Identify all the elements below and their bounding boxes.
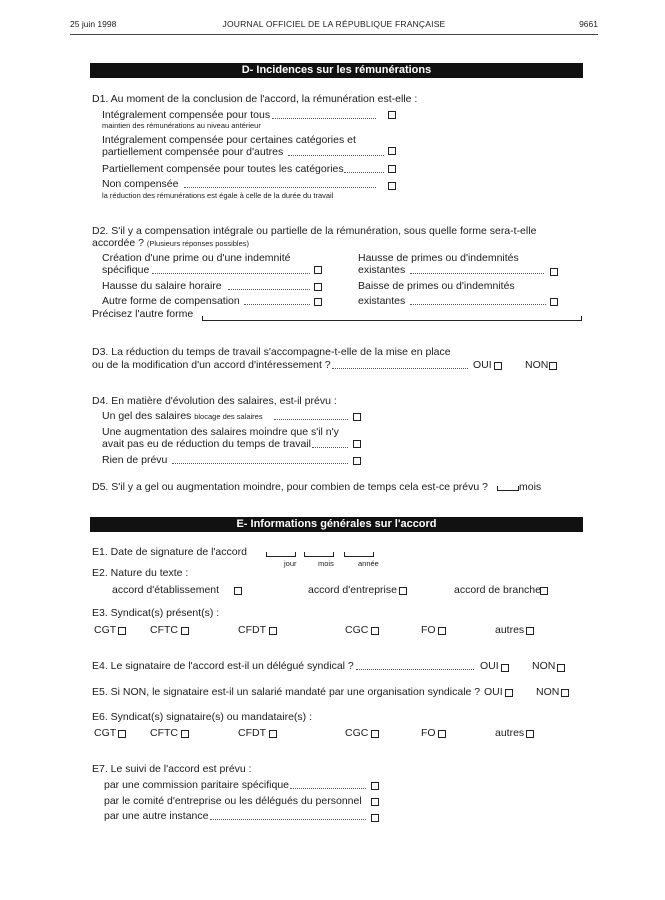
e6-cgc-checkbox[interactable]: [371, 730, 379, 738]
d2-checkbox-hausse-primes[interactable]: [550, 268, 558, 276]
page-number: 9661: [579, 19, 598, 29]
leader-dots: [312, 447, 348, 448]
e6-cfdt-label: CFDT: [238, 727, 266, 739]
e1-annee-label: année: [358, 559, 379, 568]
e6-cgt-label: CGT: [94, 727, 117, 739]
d3-oui-checkbox[interactable]: [494, 362, 502, 370]
leader-dots: [172, 463, 348, 464]
e6-cftc-label: CFTC: [150, 727, 178, 739]
d2-right-2b: existantes: [358, 295, 406, 307]
e3-label: E3. Syndicat(s) présent(s) :: [92, 607, 220, 619]
d2-left-3: Autre forme de compensation: [102, 295, 240, 307]
journal-title: JOURNAL OFFICIEL DE LA RÉPUBLIQUE FRANÇAISE: [222, 19, 446, 29]
d5-unit: mois: [519, 481, 542, 493]
d3-line1: D3. La réduction du temps de travail s'accompagne-t-elle de la mise en place: [92, 346, 451, 358]
leader-dots: [410, 273, 544, 274]
e2-opt2-checkbox[interactable]: [399, 587, 407, 595]
e6-cftc-checkbox[interactable]: [181, 730, 189, 738]
e4-label: E4. Le signataire de l'accord est-il un délégué syndical ?: [92, 660, 354, 672]
d1-option-4: Non compensée: [102, 178, 179, 190]
d1-option-1: Intégralement compensée pour tous: [102, 109, 271, 121]
e7-opt2-checkbox[interactable]: [371, 798, 379, 806]
e2-opt3-checkbox[interactable]: [540, 587, 548, 595]
e4-oui-label: OUI: [480, 660, 499, 672]
d2-left-1b: spécifique: [102, 264, 150, 276]
e3-cgt-checkbox[interactable]: [118, 627, 126, 635]
e5-oui-checkbox[interactable]: [505, 689, 513, 697]
e3-autres-checkbox[interactable]: [526, 627, 534, 635]
e1-mois-field[interactable]: [304, 552, 334, 557]
d1-option-2b: partiellement compensée pour d'autres: [102, 146, 284, 158]
leader-dots: [332, 368, 468, 369]
d2-question-text: accordée ?: [92, 237, 144, 249]
leader-dots: [228, 289, 310, 290]
e3-cgc-label: CGC: [345, 624, 369, 636]
d2-checkbox-autre[interactable]: [314, 298, 322, 306]
e2-opt1-checkbox[interactable]: [234, 587, 242, 595]
e5-non-label: NON: [536, 686, 560, 698]
e5-label: E5. Si NON, le signataire est-il un salarié mandaté par une organisation syndicale ?: [92, 686, 481, 698]
e7-opt3-checkbox[interactable]: [371, 814, 379, 822]
e6-fo-label: FO: [421, 727, 436, 739]
d2-right-2a: Baisse de primes ou d'indemnités: [358, 280, 515, 292]
d2-precise-field[interactable]: [202, 316, 582, 321]
e6-cgt-checkbox[interactable]: [118, 730, 126, 738]
d2-left-1a: Création d'une prime ou d'une indemnité: [102, 252, 291, 264]
e5-non-checkbox[interactable]: [561, 689, 569, 697]
d4-option-1: [102, 410, 263, 422]
leader-dots: [344, 172, 384, 173]
e6-autres-label: autres: [495, 727, 525, 739]
e3-cgc-checkbox[interactable]: [371, 627, 379, 635]
e7-opt1-checkbox[interactable]: [371, 782, 379, 790]
d3-non-checkbox[interactable]: [549, 362, 557, 370]
d1-option-3: Partiellement compensée pour toutes les catégories: [102, 163, 344, 175]
e1-mois-label: mois: [318, 559, 334, 568]
e1-label: E1. Date de signature de l'accord: [92, 546, 247, 558]
d1-option-4-note: la réduction des rémunérations est égale à celle de la durée du travail: [102, 191, 334, 200]
d1-checkbox-3[interactable]: [388, 165, 396, 173]
leader-dots: [288, 155, 384, 156]
e4-non-label: NON: [532, 660, 556, 672]
e3-fo-label: FO: [421, 624, 436, 636]
e6-cfdt-checkbox[interactable]: [269, 730, 277, 738]
d4-option-1-text: Un gel des salaires: [102, 410, 192, 422]
d2-question-line1: D2. S'il y a compensation intégrale ou partielle de la rémunération, sous quelle forme sera-t-elle: [92, 225, 537, 237]
d2-left-2: Hausse du salaire horaire: [102, 280, 222, 292]
d2-right-1a: Hausse de primes ou d'indemnités: [358, 252, 519, 264]
d2-checkbox-baisse-primes[interactable]: [550, 298, 558, 306]
e3-cfdt-checkbox[interactable]: [269, 627, 277, 635]
e6-autres-checkbox[interactable]: [526, 730, 534, 738]
e3-autres-label: autres: [495, 624, 525, 636]
e3-cftc-checkbox[interactable]: [181, 627, 189, 635]
e1-jour-field[interactable]: [266, 552, 296, 557]
e2-opt2-label: accord d'entreprise: [308, 584, 397, 596]
e6-cgc-label: CGC: [345, 727, 369, 739]
d1-option-2a: Intégralement compensée pour certaines catégories et: [102, 134, 356, 146]
e5-oui-label: OUI: [484, 686, 503, 698]
header-date: 25 juin 1998: [70, 19, 117, 29]
e6-fo-checkbox[interactable]: [438, 730, 446, 738]
leader-dots: [410, 304, 546, 305]
leader-dots: [210, 819, 366, 820]
d5-question: D5. S'il y a gel ou augmentation moindre, pour combien de temps cela est-ce prévu ?: [92, 481, 488, 493]
leader-dots: [274, 419, 348, 420]
d3-line2: ou de la modification d'un accord d'intéressement ?: [92, 359, 331, 371]
d4-checkbox-3[interactable]: [353, 457, 361, 465]
e7-label: E7. Le suivi de l'accord est prévu :: [92, 763, 252, 775]
d3-oui-label: OUI: [473, 359, 492, 371]
e2-label: E2. Nature du texte :: [92, 567, 189, 579]
leader-dots: [184, 187, 376, 188]
e3-cftc-label: CFTC: [150, 624, 178, 636]
e2-opt1-label: accord d'établissement: [112, 584, 220, 596]
e1-annee-field[interactable]: [344, 552, 374, 557]
e4-oui-checkbox[interactable]: [501, 664, 509, 672]
d1-checkbox-4[interactable]: [388, 182, 396, 190]
page-header: [70, 19, 598, 33]
d2-checkbox-horaire[interactable]: [314, 283, 322, 291]
d4-option-2a: Une augmentation des salaires moindre que s'il n'y: [102, 426, 339, 438]
d1-checkbox-2[interactable]: [388, 147, 396, 155]
leader-dots: [272, 118, 376, 119]
e1-jour-label: jour: [284, 559, 297, 568]
d5-months-field[interactable]: [497, 486, 519, 491]
d2-precise-label: Précisez l'autre forme: [92, 308, 194, 320]
d4-checkbox-2[interactable]: [353, 440, 361, 448]
d4-question: D4. En matière d'évolution des salaires, est-il prévu :: [92, 395, 337, 407]
e3-cgt-label: CGT: [94, 624, 117, 636]
e3-fo-checkbox[interactable]: [438, 627, 446, 635]
d2-checkbox-prime[interactable]: [314, 266, 322, 274]
section-e-title: E- Informations générales sur l'accord: [90, 517, 583, 532]
e6-label: E6. Syndicat(s) signataire(s) ou mandataire(s) :: [92, 711, 313, 723]
leader-dots: [356, 669, 474, 670]
e7-opt3-label: par une autre instance: [104, 810, 209, 822]
d1-option-1-note: maintien des rémunérations au niveau antérieur: [102, 121, 261, 130]
d4-option-3: Rien de prévu: [102, 454, 168, 466]
d4-option-1-note: blocage des salaires: [194, 412, 263, 421]
leader-dots: [290, 788, 366, 789]
d2-right-1b: existantes: [358, 264, 406, 276]
d2-question-line2: [92, 237, 249, 249]
header-rule: [70, 34, 598, 35]
leader-dots: [152, 273, 310, 274]
d4-option-2b: avait pas eu de réduction du temps de travail: [102, 438, 311, 450]
d2-question-note: (Plusieurs réponses possibles): [146, 239, 250, 248]
d1-checkbox-1[interactable]: [388, 111, 396, 119]
section-d-title: D- Incidences sur les rémunérations: [90, 63, 583, 78]
e4-non-checkbox[interactable]: [557, 664, 565, 672]
d4-checkbox-1[interactable]: [353, 413, 361, 421]
d1-question: D1. Au moment de la conclusion de l'accord, la rémunération est-elle :: [92, 93, 418, 105]
d3-non-label: NON: [525, 359, 549, 371]
e7-opt2-label: par le comité d'entreprise ou les délégués du personnel: [104, 795, 362, 807]
e7-opt1-label: par une commission paritaire spécifique: [104, 779, 290, 791]
e2-opt3-label: accord de branche: [454, 584, 541, 596]
leader-dots: [244, 304, 310, 305]
e3-cfdt-label: CFDT: [238, 624, 266, 636]
